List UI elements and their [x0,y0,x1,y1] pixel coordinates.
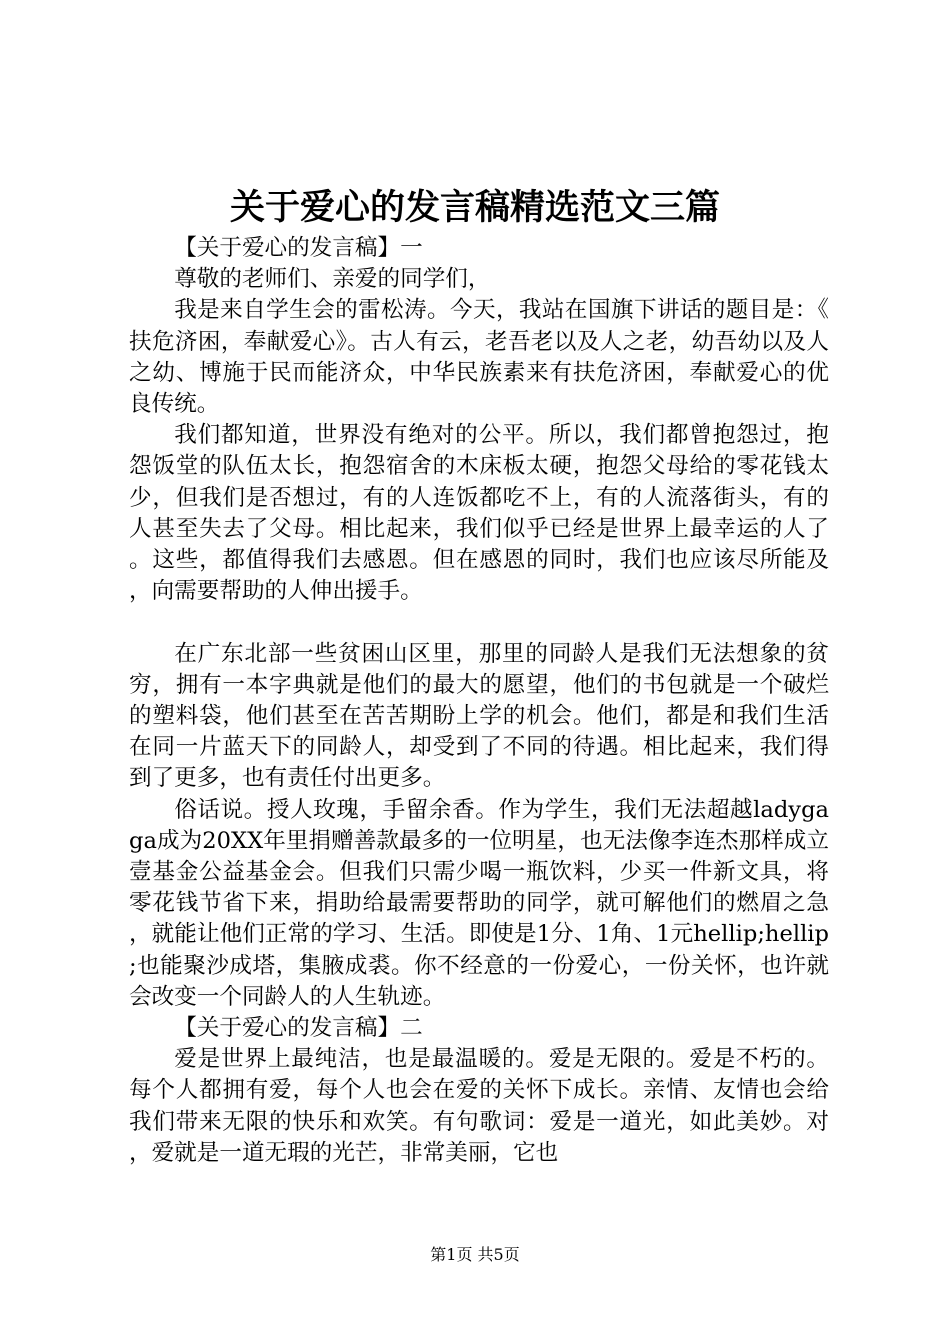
section-heading-one: 【关于爱心的发言稿】一 [174,235,423,261]
salutation-paragraph: 尊敬的老师们、亲爱的同学们， [174,266,491,293]
body-paragraph: 俗话说。授人玫瑰，手留余香。作为学生，我们无法超越ladygaga成为20XX年里捐赠善款最多的一位明星，也无法像李连杰那样成立壹基金公益基金会。但我们只需少喝一瓶饮料，少买一件新文具，将零花钱节省下来，捐助给最需要帮助的同学，就可解他们的燃眉之急，就能让他们正常的学习、生活。即使是1分、1角、1元hellip;hellip;也能聚沙成塔，集腋成裘。你不经意的一份爱心，一份关怀，也许就会改变一个同龄人的人生轨迹。 [129,796,829,1010]
paragraph-spacer [129,607,829,638]
body-paragraph: 我是来自学生会的雷松涛。今天，我站在国旗下讲话的题目是：《扶危济困，奉献爱心》。古人有云，老吾老以及人之老，幼吾幼以及人之幼、博施于民而能济众，中华民族素来有扶危济困，奉献爱心的优良传统。 [129,297,829,418]
body-paragraph: 爱是世界上最纯洁，也是最温暖的。爱是无限的。爱是不朽的。每个人都拥有爱，每个人也会在爱的关怀下成长。亲情、友情也会给我们带来无限的快乐和欢笑。有句歌词：爱是一道光，如此美妙。对，爱就是一道无瑕的光芒，非常美丽，它也 [129,1046,829,1166]
section-heading-two: 【关于爱心的发言稿】二 [174,1015,423,1042]
body-paragraph: 我们都知道，世界没有绝对的公平。所以，我们都曾抱怨过，抱怨饭堂的队伍太长，抱怨宿舍的木床板太硬，抱怨父母给的零花钱太少，但我们是否想过，有的人连饭都吃不上，有的人流落街头，有的人甚至失去了父母。相比起来，我们似乎已经是世界上最幸运的人了。这些，都值得我们去感恩。但在感恩的同时，我们也应该尽所能及，向需要帮助的人伸出援手。 [129,422,829,605]
document-body [129,233,829,1169]
document-title: 关于爱心的发言稿精选范文三篇 [229,187,720,228]
page-footer: 第1页 共5页 [430,1245,520,1264]
body-paragraph: 在广东北部一些贫困山区里，那里的同龄人是我们无法想象的贫穷，拥有一本字典就是他们的最大的愿望，他们的书包就是一个破烂的塑料袋，他们甚至在苦苦期盼上学的机会。他们，都是和我们生活在同一片蓝天下的同龄人，却受到了不同的待遇。相比起来，我们得到了更多，也有责任付出更多。 [129,640,829,792]
